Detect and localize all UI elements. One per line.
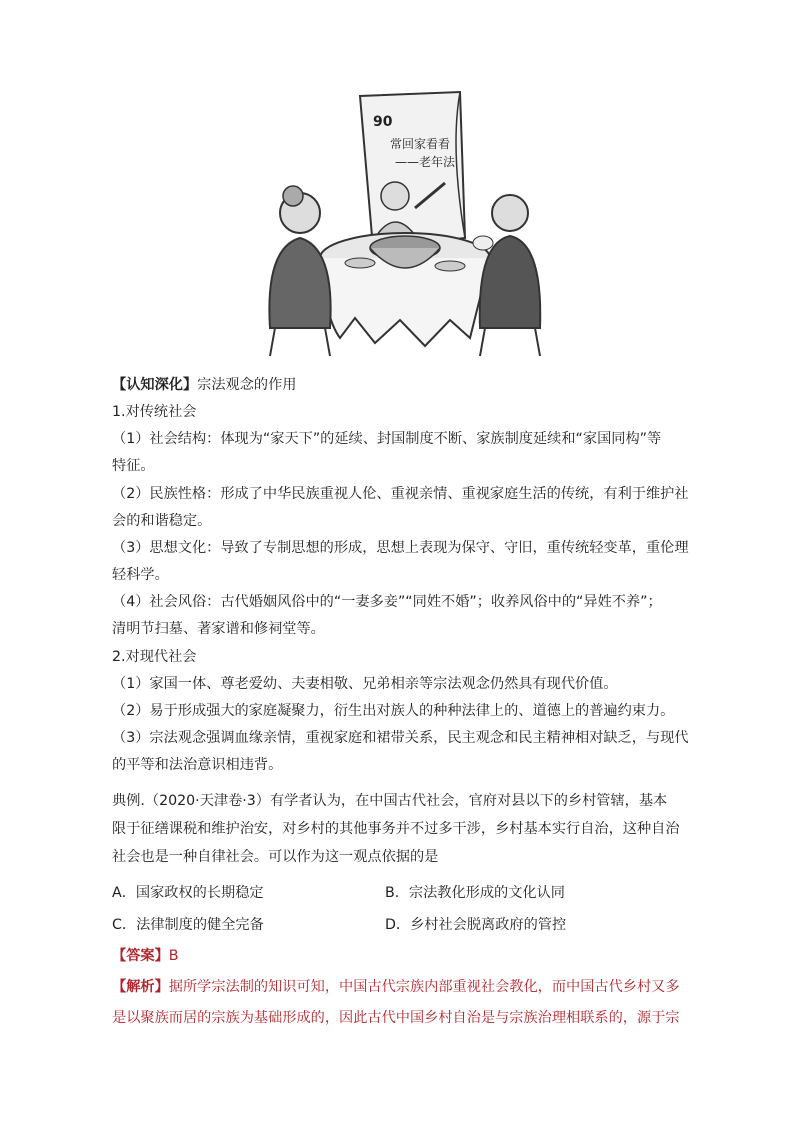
- part1-heading: 1.对传统社会: [112, 404, 197, 420]
- section-tag: 【认知深化】: [112, 377, 198, 393]
- example-line: 社会也是一种自律社会。可以作为这一观点依据的是: [112, 849, 439, 865]
- part2-item-line: 的平等和法治意识相违背。: [112, 757, 283, 773]
- answer-tag: 【答案】: [112, 948, 169, 964]
- answer-value: B: [168, 948, 179, 964]
- part1-item-line: （2）民族性格：形成了中华民族重视人伦、重视亲情、重视家庭生活的传统，有利于维护社: [112, 486, 689, 502]
- answer: [112, 945, 179, 965]
- section-title-text: 宗法观念的作用: [197, 377, 297, 393]
- poster: [360, 92, 465, 248]
- family-dinner-illustration: [255, 88, 545, 360]
- poster-number: 90: [373, 114, 393, 130]
- part1-item-line: 清明节扫墓、著家谱和修祠堂等。: [112, 621, 325, 637]
- analysis-tag: 【解析】: [112, 979, 169, 995]
- grandmother-figure: [269, 186, 330, 356]
- example-line: 典例.（2020·天津卷·3）有学者认为，在中国古代社会，官府对县以下的乡村管辖，基本: [112, 793, 668, 809]
- example-line: 限于征缮课税和维护治安，对乡村的其他事务并不过多干涉，乡村基本实行自治，这种自治: [112, 821, 680, 837]
- part1-item-line: （4）社会风俗：古代婚姻风俗中的“一妻多妾”“同姓不婚”；收养风俗中的“异姓不养”；: [112, 594, 662, 610]
- part1-item-line: 轻科学。: [112, 567, 169, 583]
- part2-heading: 2.对现代社会: [112, 649, 197, 665]
- poster-line2: ——老年法: [395, 155, 456, 169]
- poster-line1: 常回家看看: [390, 137, 451, 151]
- option-c: C．法律制度的健全完备: [112, 917, 264, 933]
- option-d: D．乡村社会脱离政府的管控: [385, 917, 567, 933]
- part2-item-line: （3）宗法观念强调血缘亲情，重视家庭和裙带关系，民主观念和民主精神相对缺乏，与现代: [112, 730, 689, 746]
- section-title: [112, 374, 296, 394]
- analysis-line1: [112, 976, 680, 996]
- analysis-line2: 是以聚族而居的宗族为基础形成的，因此古代中国乡村自治是与宗族治理相联系的，源于宗: [112, 1010, 680, 1026]
- option-a: A．国家政权的长期稳定: [112, 885, 264, 901]
- part1-item-line: 会的和谐稳定。: [112, 513, 212, 529]
- dinner-table: [320, 233, 490, 346]
- part1-item-line: （3）思想文化：导致了专制思想的形成，思想上表现为保守、守旧，重传统轻变革，重伦理: [112, 540, 689, 556]
- part2-item-line: （1）家国一体、尊老爱幼、夫妻相敬、兄弟相亲等宗法观念仍然具有现代价值。: [112, 676, 618, 692]
- part2-item-line: （2）易于形成强大的家庭凝聚力，衍生出对族人的种种法律上的、道德上的普遍约束力。: [112, 703, 675, 719]
- part1-item-line: （1）社会结构：体现为“家天下”的延续、封国制度不断、家族制度延续和“家国同构”等: [112, 431, 662, 447]
- option-b: B．宗法教化形成的文化认同: [385, 885, 565, 901]
- part1-item-line: 特征。: [112, 458, 155, 474]
- grandfather-figure: [473, 195, 540, 356]
- analysis-text: 据所学宗法制的知识可知，中国古代宗族内部重视社会教化，而中国古代乡村又多: [168, 979, 680, 995]
